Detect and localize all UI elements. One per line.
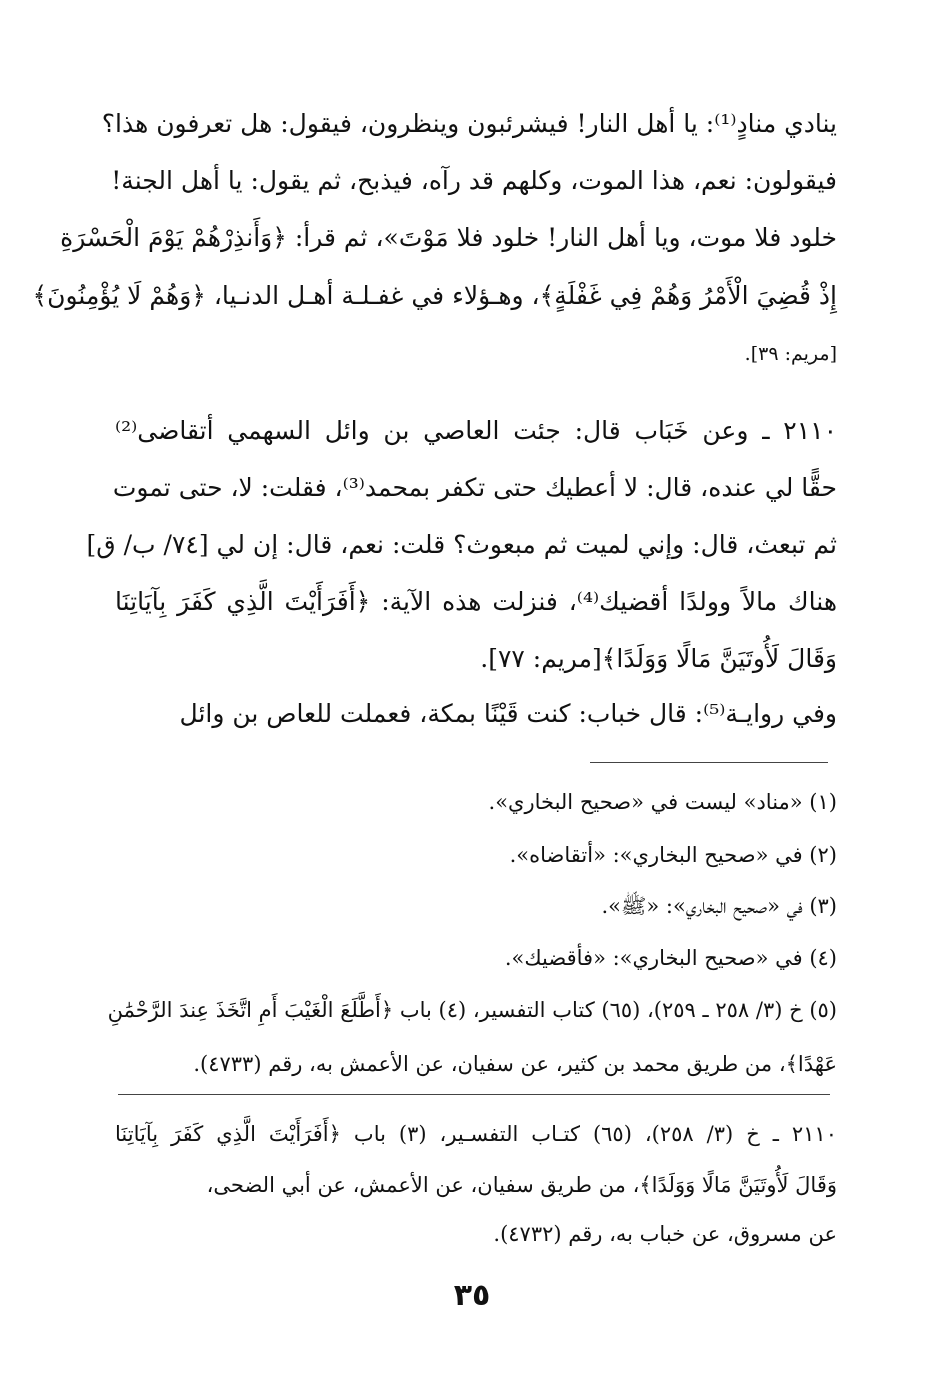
hadith-line-4: هناك مالاً وولدًا أقضيك⁽⁴⁾، فنزلت هذه الآية: ﴿أَفَرَأَيْتَ الَّذِي كَفَرَ بِآيَاتِنَا — [115, 587, 838, 616]
footnote-5-line-2: عَهْدًا﴾، من طريق محمد بن كثير، عن سفيان، عن الأعمش به، رقم (٤٧٣٣). — [193, 1052, 837, 1076]
footnote-3: (٣) في «صحيح البخاري»: «ﷺ». — [601, 894, 837, 918]
main-line-1: ينادي منادٍ⁽¹⁾: يا أهل النار! فيشرئبون وينظرون، فيقول: هل تعرفون هذا؟ — [101, 109, 837, 138]
takhrij-line-2: وَقَالَ لَأُوتَيَنَّ مَالًا وَوَلَدًا﴾، من طريق سفيان، عن الأعمش، عن أبي الضحى، — [206, 1173, 837, 1197]
page-number: ٣٥ — [453, 1278, 491, 1313]
main-line-3: خلود فلا موت، ويا أهل النار! خلود فلا مَوْتَ»، ثم قرأ: ﴿وَأَنذِرْهُمْ يَوْمَ الْحَسْرَةِ — [60, 223, 837, 252]
main-line-5-citation: [مريم: ٣٩]. — [744, 343, 837, 365]
footnote-4: (٤) في «صحيح البخاري»: «فأقضيك». — [504, 946, 837, 970]
footnote-5-line-1: (٥) خ (٣/ ٢٥٨ ـ ٢٥٩)، (٦٥) كتاب التفسير، (٤) باب ﴿أَطَّلَعَ الْغَيْبَ أَمِ اتَّخَذَ عِندَ الرَّحْمَٰنِ — [107, 998, 837, 1022]
takhrij-separator — [118, 1094, 830, 1095]
footnote-separator — [590, 762, 828, 763]
main-line-2: فيقولون: نعم، هذا الموت، وكلهم قد رآه، فيذبح، ثم يقول: يا أهل الجنة! — [111, 166, 837, 195]
hadith-line-1: ٢١١٠ ـ وعن خَبَاب قال: جئت العاصي بن وائل السهمي أتقاضى⁽²⁾ — [115, 416, 837, 445]
footnote-1: (١) «مناد» ليست في «صحيح البخاري». — [488, 790, 837, 814]
takhrij-line-3: عن مسروق، عن خباب به، رقم (٤٧٣٢). — [493, 1222, 837, 1246]
hadith-line-3: ثم تبعث، قال: وإني لميت ثم مبعوث؟ قلت: نعم، قال: إن لي [٧٤/ ب/ ق] — [86, 530, 837, 559]
footnote-2: (٢) في «صحيح البخاري»: «أتقاضاه». — [509, 843, 837, 867]
riwaya-line: وفي روايـة⁽⁵⁾: قال خباب: كنت قَيْنًا بمكة، فعملت للعاص بن وائل — [179, 699, 837, 728]
hadith-line-5: وَقَالَ لَأُوتَيَنَّ مَالًا وَوَلَدًا﴾[مريم: ٧٧]. — [480, 644, 837, 673]
main-line-4: إِذْ قُضِيَ الْأَمْرُ وَهُمْ فِي غَفْلَةٍ﴾، وهـؤلاء في غفـلـة أهـل الدنـيا، ﴿وَهُمْ لَا يُؤْمِنُونَ﴾ — [32, 281, 837, 310]
hadith-line-2: حقًّا لي عنده، قال: لا أعطيك حتى تكفر بمحمد⁽³⁾، فقلت: لا، حتى تموت — [112, 473, 837, 502]
takhrij-line-1: ٢١١٠ ـ خ (٣/ ٢٥٨)، (٦٥) كتـاب التفسـير، (٣) باب ﴿أَفَرَأَيْتَ الَّذِي كَفَرَ بِآيَاتِنَا — [115, 1122, 837, 1146]
